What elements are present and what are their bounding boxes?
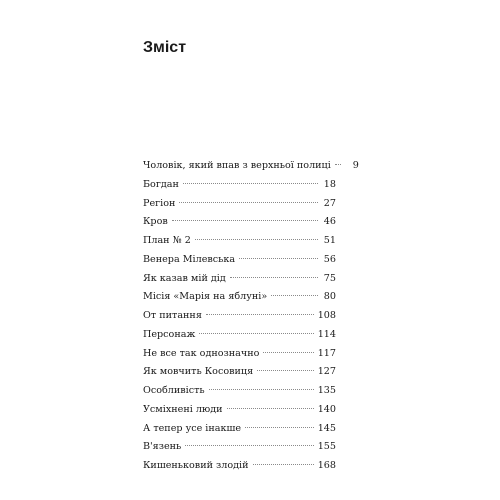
toc-page-number: 145 <box>317 422 336 434</box>
dot-leader <box>195 239 318 240</box>
toc-entry <box>143 213 336 232</box>
toc-page-number: 127 <box>317 366 336 378</box>
toc-entry <box>143 345 336 364</box>
toc-page-number: 135 <box>317 385 336 396</box>
toc-entry <box>143 307 336 326</box>
toc-entry-title: Особливість <box>143 385 205 396</box>
toc-entry <box>143 195 336 214</box>
toc-entry-title: Чоловік, який впав з верхньої полиці <box>143 160 331 171</box>
toc-entry <box>143 270 336 289</box>
toc-entry-title: Як мовчить Косовиця <box>143 366 254 378</box>
toc-page-number: 51 <box>323 235 336 246</box>
toc-entry <box>143 401 336 420</box>
dot-leader <box>227 408 314 409</box>
toc-entry-title: Як казав мій дід <box>143 272 226 284</box>
dot-leader <box>245 427 314 428</box>
toc-entry <box>143 176 336 195</box>
toc-entry-title: Не все так однозначно <box>143 347 260 359</box>
dot-leader <box>172 220 318 221</box>
dot-leader <box>185 445 313 446</box>
toc-entry <box>143 438 336 457</box>
toc-page-number: 27 <box>323 197 336 209</box>
dot-leader <box>230 277 318 278</box>
toc-entry-title: Місія «Марія на яблуні» <box>143 291 268 303</box>
toc-entry-title: Регіон <box>143 197 176 209</box>
toc-entry <box>143 420 336 439</box>
dot-leader <box>257 370 314 371</box>
toc-entry-title: Венера Мілевська <box>143 253 236 265</box>
toc-page-number: 140 <box>317 403 336 415</box>
toc-page-number: 9 <box>352 160 359 171</box>
dot-leader <box>253 464 314 465</box>
toc-entry-title: Персонаж <box>143 328 196 340</box>
toc-page-number: 117 <box>317 347 336 359</box>
dot-leader <box>206 314 314 315</box>
toc-entry <box>143 251 336 270</box>
toc-page-number: 114 <box>317 328 336 340</box>
toc-entry-title: В'язень <box>143 441 182 453</box>
toc-entry <box>143 363 336 382</box>
toc-entry-title: От питання <box>143 310 202 321</box>
toc-page-number: 75 <box>323 272 336 284</box>
dot-leader <box>183 183 318 184</box>
toc-entry-title: Богдан <box>143 178 179 190</box>
page-title: Зміст <box>143 39 187 56</box>
toc-page-number: 108 <box>317 310 336 321</box>
toc-entry <box>143 382 336 401</box>
toc-entry <box>143 457 336 476</box>
dot-leader <box>239 258 318 259</box>
toc-entry <box>143 232 336 251</box>
toc-page-number: 168 <box>317 460 336 471</box>
toc-page-number: 56 <box>323 253 336 265</box>
toc-entry-title: Кров <box>143 216 168 228</box>
toc-entry <box>143 326 336 345</box>
dot-leader <box>335 164 341 165</box>
toc-page-number: 155 <box>317 441 336 453</box>
toc-page-number: 18 <box>323 178 336 190</box>
toc-entry <box>143 157 359 176</box>
dot-leader <box>179 202 318 203</box>
toc-entry-title: Кишеньковий злодій <box>143 460 249 471</box>
table-of-contents <box>143 157 359 476</box>
dot-leader <box>209 389 314 390</box>
toc-page-number: 46 <box>323 216 336 228</box>
toc-page-number: 80 <box>323 291 336 303</box>
dot-leader <box>263 352 313 353</box>
toc-entry <box>143 288 336 307</box>
toc-entry-title: План № 2 <box>143 235 191 246</box>
dot-leader <box>271 295 318 296</box>
toc-entry-title: Усміхнені люди <box>143 403 223 415</box>
toc-entry-title: А тепер усе інакше <box>143 422 242 434</box>
dot-leader <box>199 333 313 334</box>
